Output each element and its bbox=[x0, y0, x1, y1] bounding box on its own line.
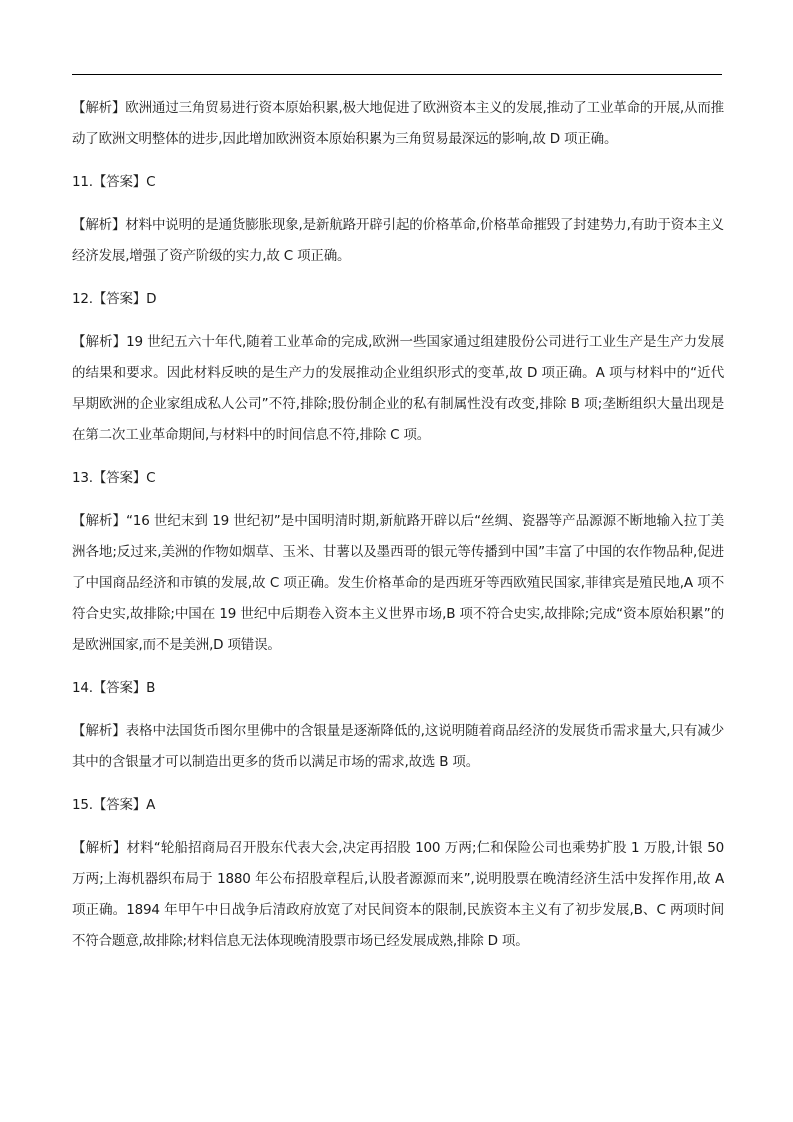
answer-14: 14.【答案】B bbox=[72, 680, 156, 696]
header-rule bbox=[72, 74, 722, 75]
analysis-10: 【解析】欧洲通过三角贸易进行资本原始积累,极大地促进了欧洲资本主义的发展,推动了工业革命的开展,从而推动了欧洲文明整体的进步,因此增加欧洲资本原始积累为三角贸易最深远的影响,故 D 项正确。 bbox=[72, 100, 724, 147]
document-body bbox=[72, 93, 724, 957]
analysis-15: 【解析】材料“轮船招商局召开股东代表大会,决定再招股 100 万两;仁和保险公司也乘势扩股 1 万股,计银 50 万两;上海机器织布局于 1880 年公布招股章程后,认股者源源而来”,说明股票在晚清经济生活中发挥作用,故 A 项正确。1894 年甲午中日战争后清政府放宽了对民间资本的限制,民族资本主义有了初步发展,B、C 两项时间不符合题意,故排除;材料信息无法体现晚清股票市场已经发展成熟,排除 D 项。 bbox=[72, 840, 724, 949]
analysis-13: 【解析】“16 世纪末到 19 世纪初”是中国明清时期,新航路开辟以后“丝绸、瓷器等产品源源不断地输入拉丁美洲各地;反过来,美洲的作物如烟草、玉米、甘薯以及墨西哥的银元等传播到中国”丰富了中国的农作物品种,促进了中国商品经济和市镇的发展,故 C 项正确。发生价格革命的是西班牙等西欧殖民国家,菲律宾是殖民地,A 项不符合史实,故排除;中国在 19 世纪中后期卷入资本主义世界市场,B 项不符合史实,故排除;完成“资本原始积累”的是欧洲国家,而不是美洲,D 项错误。 bbox=[72, 513, 724, 653]
analysis-14: 【解析】表格中法国货币图尔里佛中的含银量是逐渐降低的,这说明随着商品经济的发展货币需求量大,只有减少其中的含银量才可以制造出更多的货币以满足市场的需求,故选 B 项。 bbox=[72, 723, 724, 770]
analysis-11: 【解析】材料中说明的是通货膨胀现象,是新航路开辟引起的价格革命,价格革命摧毁了封建势力,有助于资本主义经济发展,增强了资产阶级的实力,故 C 项正确。 bbox=[72, 217, 724, 264]
answer-13: 13.【答案】C bbox=[72, 470, 156, 486]
analysis-12: 【解析】19 世纪五六十年代,随着工业革命的完成,欧洲一些国家通过组建股份公司进行工业生产是生产力发展的结果和要求。因此材料反映的是生产力的发展推动企业组织形式的变革,故 D 项正确。A 项与材料中的“近代早期欧洲的企业家组成私人公司”不符,排除;股份制企业的私有制属性没有改变,排除 B 项;垄断组织大量出现是在第二次工业革命期间,与材料中的时间信息不符,排除 C 项。 bbox=[72, 334, 724, 443]
answer-11: 11.【答案】C bbox=[72, 174, 156, 190]
answer-12: 12.【答案】D bbox=[72, 291, 157, 307]
answer-15: 15.【答案】A bbox=[72, 797, 156, 813]
